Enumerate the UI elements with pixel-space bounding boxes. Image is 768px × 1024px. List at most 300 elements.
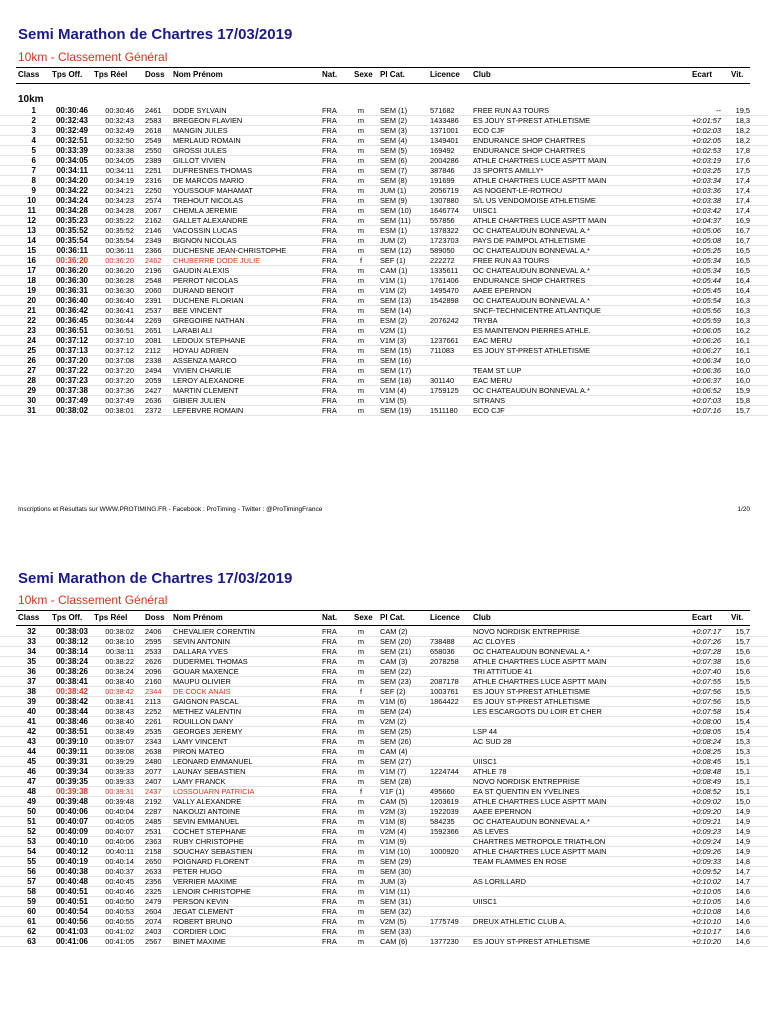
club-cell: OC CHATEAUDUN BONNEVAL A.* (473, 246, 590, 255)
vit-cell: 14,9 (735, 817, 750, 826)
vit-cell: 17,5 (735, 166, 750, 175)
pl-cat-cell: V1M (1) (380, 276, 407, 285)
vit-cell: 14,7 (735, 867, 750, 876)
table-row (0, 226, 768, 236)
tps-reel-cell: 00:38:49 (105, 727, 134, 736)
nat-cell: FRA (322, 306, 337, 315)
licence-cell: 1000920 (430, 847, 459, 856)
pl-cat-cell: V2M (2) (380, 717, 407, 726)
footer-credits: Inscriptions et Résultats sur WWW.PROTIMING.FR - Facebook : ProTiming - Twitter : @ProTimingFrance (18, 506, 323, 513)
pl-cat-cell: SEM (12) (380, 246, 412, 255)
vit-cell: 17,4 (735, 196, 750, 205)
doss-cell: 2407 (145, 777, 162, 786)
sexe-cell: m (357, 126, 365, 135)
class-cell: 36 (27, 667, 36, 676)
sexe-cell: m (357, 827, 365, 836)
club-cell: OC CHATEAUDUN BONNEVAL A.* (473, 226, 590, 235)
doss-cell: 2196 (145, 266, 162, 275)
club-cell: ES MAINTENON PIERRES ATHLE. (473, 326, 591, 335)
pl-cat-cell: SEM (20) (380, 637, 412, 646)
ecart-cell: +0:06:26 (692, 336, 721, 345)
nat-cell: FRA (322, 897, 337, 906)
name-cell: DURAND BENOIT (173, 286, 235, 295)
sexe-cell: m (357, 286, 365, 295)
name-cell: DE COCK ANAIS (173, 687, 231, 696)
doss-cell: 2363 (145, 837, 162, 846)
tps-reel-cell: 00:38:24 (105, 667, 134, 676)
doss-cell: 2146 (145, 226, 162, 235)
nat-cell: FRA (322, 276, 337, 285)
nat-cell: FRA (322, 627, 337, 636)
table-row (0, 306, 768, 316)
ecart-cell: +0:09:26 (692, 847, 721, 856)
club-cell: ATHLE CHARTRES LUCE ASPTT MAIN (473, 657, 607, 666)
table-row (0, 787, 768, 797)
ecart-cell: +0:03:25 (692, 166, 721, 175)
licence-cell: 222272 (430, 256, 455, 265)
vit-cell: 14,6 (735, 927, 750, 936)
tps-off-cell: 00:36:31 (55, 286, 88, 295)
tps-reel-cell: 00:34:11 (105, 166, 134, 175)
class-cell: 55 (27, 857, 36, 866)
vit-cell: 15,4 (735, 727, 750, 736)
licence-cell: 584235 (430, 817, 455, 826)
tps-off-cell: 00:38:41 (55, 677, 88, 686)
table-row (0, 917, 768, 927)
club-cell: S/L US VENDOMOISE ATHLETISME (473, 196, 596, 205)
nat-cell: FRA (322, 677, 337, 686)
tps-reel-cell: 00:36:40 (105, 296, 134, 305)
sexe-cell: m (357, 396, 365, 405)
name-cell: METHEZ VALENTIN (173, 707, 242, 716)
club-cell: ATHLE CHARTRES LUCE ASPTT MAIN (473, 216, 607, 225)
pl-cat-cell: CAM (1) (380, 266, 408, 275)
class-cell: 32 (27, 627, 36, 636)
table-row (0, 837, 768, 847)
vit-cell: 15,7 (735, 627, 750, 636)
ecart-cell: +0:08:49 (692, 777, 721, 786)
name-cell: CHUBERRE DODE JULIE (173, 256, 261, 265)
class-cell: 10 (27, 196, 36, 205)
table-row (0, 827, 768, 837)
nat-cell: FRA (322, 747, 337, 756)
pl-cat-cell: V1M (4) (380, 386, 407, 395)
pl-cat-cell: V1F (1) (380, 787, 405, 796)
results-table-1 (0, 106, 768, 416)
name-cell: NAKOUZI ANTOINE (173, 807, 241, 816)
vit-cell: 16,0 (735, 376, 750, 385)
sexe-cell: m (357, 376, 365, 385)
pl-cat-cell: SEM (18) (380, 376, 412, 385)
tps-reel-cell: 00:37:08 (105, 356, 134, 365)
sexe-cell: m (357, 797, 365, 806)
name-cell: VALLY ALEXANDRE (173, 797, 242, 806)
nat-cell: FRA (322, 647, 337, 656)
table-row (0, 677, 768, 687)
nat-cell: FRA (322, 316, 337, 325)
class-cell: 52 (27, 827, 36, 836)
tps-off-cell: 00:39:10 (55, 737, 88, 746)
table-row (0, 296, 768, 306)
ecart-cell: +0:09:23 (692, 827, 721, 836)
pl-cat-cell: SEM (11) (380, 216, 411, 225)
ecart-cell: +0:03:42 (692, 206, 721, 215)
club-cell: ENDURANCE SHOP CHARTRES (473, 146, 586, 155)
nat-cell: FRA (322, 807, 337, 816)
tps-off-cell: 00:38:12 (55, 637, 88, 646)
ecart-cell: +0:03:19 (692, 156, 721, 165)
class-cell: 53 (27, 837, 36, 846)
club-cell: OC CHATEAUDUN BONNEVAL A.* (473, 386, 590, 395)
club-cell: NOVO NORDISK ENTREPRISE (473, 627, 580, 636)
club-cell: AC SUD 28 (473, 737, 512, 746)
sexe-cell: m (357, 296, 365, 305)
name-cell: MANGIN JULES (173, 126, 228, 135)
vit-cell: 16,2 (735, 326, 750, 335)
pl-cat-cell: SEM (1) (380, 106, 408, 115)
tps-reel-cell: 00:40:45 (105, 877, 134, 886)
sexe-cell: m (357, 336, 365, 345)
doss-cell: 2626 (145, 657, 162, 666)
club-cell: UIISC1 (473, 206, 497, 215)
ecart-cell: +0:08:48 (692, 767, 721, 776)
pl-cat-cell: SEM (24) (380, 707, 412, 716)
table-row (0, 266, 768, 276)
col-tps-reel: Tps Réel (94, 70, 128, 79)
doss-cell: 2406 (145, 627, 162, 636)
vit-cell: 15,1 (735, 777, 750, 786)
vit-cell: 16,4 (735, 276, 750, 285)
ecart-cell: +0:07:26 (692, 637, 721, 646)
tps-reel-cell: 00:36:44 (105, 316, 134, 325)
name-cell: GAUDIN ALEXIS (173, 266, 230, 275)
club-cell: ES JOUY ST-PREST ATHLETISME (473, 697, 591, 706)
tps-reel-cell: 00:34:21 (105, 186, 134, 195)
name-cell: GROSSI JULES (173, 146, 227, 155)
tps-reel-cell: 00:36:30 (105, 286, 134, 295)
class-cell: 37 (27, 677, 36, 686)
club-cell: EAC MERU (473, 376, 513, 385)
ecart-cell: -- (716, 106, 721, 115)
name-cell: LENOIR CHRISTOPHE (173, 887, 251, 896)
vit-cell: 15,7 (735, 406, 750, 415)
pl-cat-cell: SEM (31) (380, 897, 412, 906)
ecart-cell: +0:09:24 (692, 837, 721, 846)
vit-cell: 15,1 (735, 757, 750, 766)
class-cell: 5 (31, 146, 36, 155)
sexe-cell: m (357, 647, 365, 656)
club-cell: ECO CJF (473, 406, 505, 415)
class-cell: 14 (27, 236, 36, 245)
tps-off-cell: 00:40:10 (55, 837, 88, 846)
tps-off-cell: 00:37:38 (55, 386, 88, 395)
tps-off-cell: 00:39:48 (55, 797, 88, 806)
club-cell: FREE RUN A3 TOURS (473, 106, 550, 115)
doss-cell: 2344 (145, 687, 162, 696)
licence-cell: 711083 (430, 346, 455, 355)
tps-reel-cell: 00:40:37 (105, 867, 134, 876)
table-row (0, 396, 768, 406)
vit-cell: 16,5 (735, 256, 750, 265)
club-cell: NOVO NORDISK ENTREPRISE (473, 777, 580, 786)
pl-cat-cell: V1M (5) (380, 396, 407, 405)
ecart-cell: +0:05:56 (692, 306, 721, 315)
vit-cell: 15,6 (735, 657, 750, 666)
table-row (0, 386, 768, 396)
doss-cell: 2059 (145, 376, 162, 385)
tps-reel-cell: 00:38:22 (105, 657, 134, 666)
licence-cell: 1224744 (430, 767, 459, 776)
pl-cat-cell: SEM (32) (380, 907, 412, 916)
name-cell: HOYAU ADRIEN (173, 346, 229, 355)
pl-cat-cell: JUM (1) (380, 186, 407, 195)
doss-cell: 2113 (145, 697, 161, 706)
sexe-cell: m (357, 877, 365, 886)
table-row (0, 937, 768, 947)
column-header-row (0, 613, 768, 625)
doss-cell: 2343 (145, 737, 162, 746)
ecart-cell: +0:10:05 (692, 887, 721, 896)
ecart-cell: +0:08:05 (692, 727, 721, 736)
class-cell: 24 (27, 336, 36, 345)
sexe-cell: m (357, 326, 365, 335)
class-cell: 30 (27, 396, 36, 405)
pl-cat-cell: JUM (3) (380, 877, 407, 886)
nat-cell: FRA (322, 697, 337, 706)
doss-cell: 2636 (145, 396, 162, 405)
tps-off-cell: 00:38:44 (55, 707, 88, 716)
sexe-cell: m (357, 106, 365, 115)
tps-off-cell: 00:35:52 (55, 226, 88, 235)
vit-cell: 15,5 (735, 697, 750, 706)
class-cell: 26 (27, 356, 36, 365)
vit-cell: 15,1 (735, 787, 750, 796)
tps-reel-cell: 00:32:43 (105, 116, 134, 125)
ecart-cell: +0:02:53 (692, 146, 721, 155)
table-row (0, 206, 768, 216)
class-cell: 3 (31, 126, 36, 135)
name-cell: GIBIER JULIEN (173, 396, 226, 405)
ecart-cell: +0:05:08 (692, 236, 721, 245)
tps-off-cell: 00:38:42 (55, 697, 88, 706)
vit-cell: 16,1 (735, 336, 750, 345)
table-row (0, 286, 768, 296)
tps-reel-cell: 00:34:19 (105, 176, 134, 185)
sexe-cell: m (357, 847, 365, 856)
vit-cell: 14,9 (735, 807, 750, 816)
name-cell: TREHOUT NICOLAS (173, 196, 244, 205)
sexe-cell: m (357, 837, 365, 846)
sexe-cell: m (357, 767, 365, 776)
ecart-cell: +0:09:20 (692, 807, 721, 816)
doss-cell: 2567 (145, 937, 162, 946)
table-row (0, 797, 768, 807)
table-row (0, 847, 768, 857)
sexe-cell: m (357, 366, 365, 375)
nat-cell: FRA (322, 356, 337, 365)
ecart-cell: +0:05:44 (692, 276, 721, 285)
nat-cell: FRA (322, 657, 337, 666)
tps-reel-cell: 00:39:33 (105, 767, 134, 776)
table-row (0, 627, 768, 637)
nat-cell: FRA (322, 827, 337, 836)
tps-off-cell: 00:37:23 (55, 376, 88, 385)
doss-cell: 2060 (145, 286, 162, 295)
ecart-cell: +0:06:27 (692, 346, 721, 355)
tps-off-cell: 00:40:06 (55, 807, 88, 816)
tps-off-cell: 00:32:51 (55, 136, 88, 145)
table-row (0, 687, 768, 697)
sexe-cell: m (357, 637, 365, 646)
ecart-cell: +0:05:34 (692, 256, 721, 265)
pl-cat-cell: SEF (2) (380, 687, 406, 696)
ecart-cell: +0:09:52 (692, 867, 721, 876)
sexe-cell: m (357, 186, 365, 195)
class-cell: 46 (27, 767, 36, 776)
doss-cell: 2252 (145, 707, 162, 716)
doss-cell: 2485 (145, 817, 162, 826)
name-cell: LEROY ALEXANDRE (173, 376, 245, 385)
sexe-cell: m (357, 857, 365, 866)
ecart-cell: +0:10:17 (692, 927, 721, 936)
tps-off-cell: 00:34:11 (56, 166, 88, 175)
table-row (0, 857, 768, 867)
vit-cell: 18,3 (735, 116, 750, 125)
doss-cell: 2192 (145, 797, 162, 806)
tps-off-cell: 00:37:12 (55, 336, 88, 345)
pl-cat-cell: V1M (3) (380, 336, 407, 345)
club-cell: TRYBA (473, 316, 498, 325)
sexe-cell: m (357, 727, 365, 736)
pl-cat-cell: SEM (29) (380, 857, 412, 866)
doss-cell: 2366 (145, 246, 162, 255)
club-cell: OC CHATEAUDUN BONNEVAL A.* (473, 296, 590, 305)
club-cell: ATHLE CHARTRES LUCE ASPTT MAIN (473, 677, 607, 686)
class-cell: 22 (27, 316, 36, 325)
table-row (0, 276, 768, 286)
sexe-cell: m (357, 356, 365, 365)
club-cell: AS LEVES (473, 827, 509, 836)
nat-cell: FRA (322, 867, 337, 876)
class-cell: 51 (27, 817, 36, 826)
tps-reel-cell: 00:38:10 (105, 637, 134, 646)
ecart-cell: +0:07:40 (692, 667, 721, 676)
ecart-cell: +0:09:02 (692, 797, 721, 806)
licence-cell: 1349401 (430, 136, 459, 145)
licence-cell: 301140 (430, 376, 455, 385)
class-cell: 25 (27, 346, 36, 355)
table-row (0, 807, 768, 817)
pl-cat-cell: JUM (2) (380, 236, 407, 245)
tps-off-cell: 00:38:02 (55, 406, 88, 415)
page-number: 1/20 (737, 506, 750, 513)
class-cell: 57 (27, 877, 36, 886)
table-row (0, 697, 768, 707)
tps-off-cell: 00:40:09 (55, 827, 88, 836)
vit-cell: 15,7 (735, 637, 750, 646)
tps-off-cell: 00:34:24 (55, 196, 88, 205)
pl-cat-cell: CAM (4) (380, 747, 408, 756)
sexe-cell: m (357, 146, 365, 155)
tps-reel-cell: 00:40:07 (105, 827, 134, 836)
licence-cell: 557856 (430, 216, 455, 225)
club-cell: EAC MERU (473, 336, 513, 345)
tps-reel-cell: 00:40:05 (105, 817, 134, 826)
table-row (0, 717, 768, 727)
vit-cell: 14,6 (735, 887, 750, 896)
doss-cell: 2325 (145, 887, 162, 896)
vit-cell: 16,0 (735, 356, 750, 365)
vit-cell: 14,7 (735, 877, 750, 886)
pl-cat-cell: SEM (10) (380, 206, 412, 215)
vit-cell: 14,8 (735, 857, 750, 866)
pl-cat-cell: SEM (16) (380, 356, 412, 365)
col-vit: Vit. (731, 70, 744, 79)
class-cell: 63 (27, 937, 36, 946)
nat-cell: FRA (322, 406, 337, 415)
tps-reel-cell: 00:38:02 (105, 627, 134, 636)
vit-cell: 16,9 (735, 216, 750, 225)
ecart-cell: +0:07:58 (692, 707, 721, 716)
vit-cell: 14,9 (735, 827, 750, 836)
sexe-cell: m (357, 707, 365, 716)
class-cell: 18 (27, 276, 36, 285)
nat-cell: FRA (322, 386, 337, 395)
table-row (0, 907, 768, 917)
tps-reel-cell: 00:36:28 (105, 276, 134, 285)
table-row (0, 647, 768, 657)
sexe-cell: m (357, 246, 365, 255)
tps-off-cell: 00:34:20 (55, 176, 88, 185)
pl-cat-cell: SEM (3) (380, 126, 408, 135)
name-cell: PERSON KEVIN (173, 897, 229, 906)
tps-off-cell: 00:40:51 (55, 897, 88, 906)
col-tps-off: Tps Off. (52, 613, 83, 622)
name-cell: LAMY VINCENT (173, 737, 228, 746)
name-cell: GEORGES JEREMY (173, 727, 243, 736)
tps-off-cell: 00:40:07 (55, 817, 88, 826)
tps-reel-cell: 00:39:29 (105, 757, 134, 766)
class-cell: 9 (31, 186, 36, 195)
name-cell: DODE SYLVAIN (173, 106, 227, 115)
tps-off-cell: 00:40:56 (55, 917, 88, 926)
nat-cell: FRA (322, 877, 337, 886)
tps-off-cell: 00:36:20 (55, 256, 88, 265)
nat-cell: FRA (322, 797, 337, 806)
doss-cell: 2403 (145, 927, 162, 936)
doss-cell: 2618 (145, 126, 162, 135)
header-rule-bottom (16, 625, 750, 626)
name-cell: LOSSOUARN PATRICIA (173, 787, 255, 796)
ecart-cell: +0:08:25 (692, 747, 721, 756)
ecart-cell: +0:02:03 (692, 126, 721, 135)
tps-reel-cell: 00:40:46 (105, 887, 134, 896)
vit-cell: 15,6 (735, 647, 750, 656)
nat-cell: FRA (322, 767, 337, 776)
tps-off-cell: 00:39:11 (56, 747, 88, 756)
nat-cell: FRA (322, 156, 337, 165)
doss-cell: 2427 (145, 386, 162, 395)
header-rule-top (16, 67, 750, 68)
group-label: 10km (18, 94, 44, 105)
tps-reel-cell: 00:40:04 (105, 807, 134, 816)
table-row (0, 246, 768, 256)
table-row (0, 887, 768, 897)
tps-off-cell: 00:36:45 (55, 316, 88, 325)
class-cell: 62 (27, 927, 36, 936)
vit-cell: 15,8 (735, 396, 750, 405)
tps-reel-cell: 00:35:22 (105, 216, 134, 225)
